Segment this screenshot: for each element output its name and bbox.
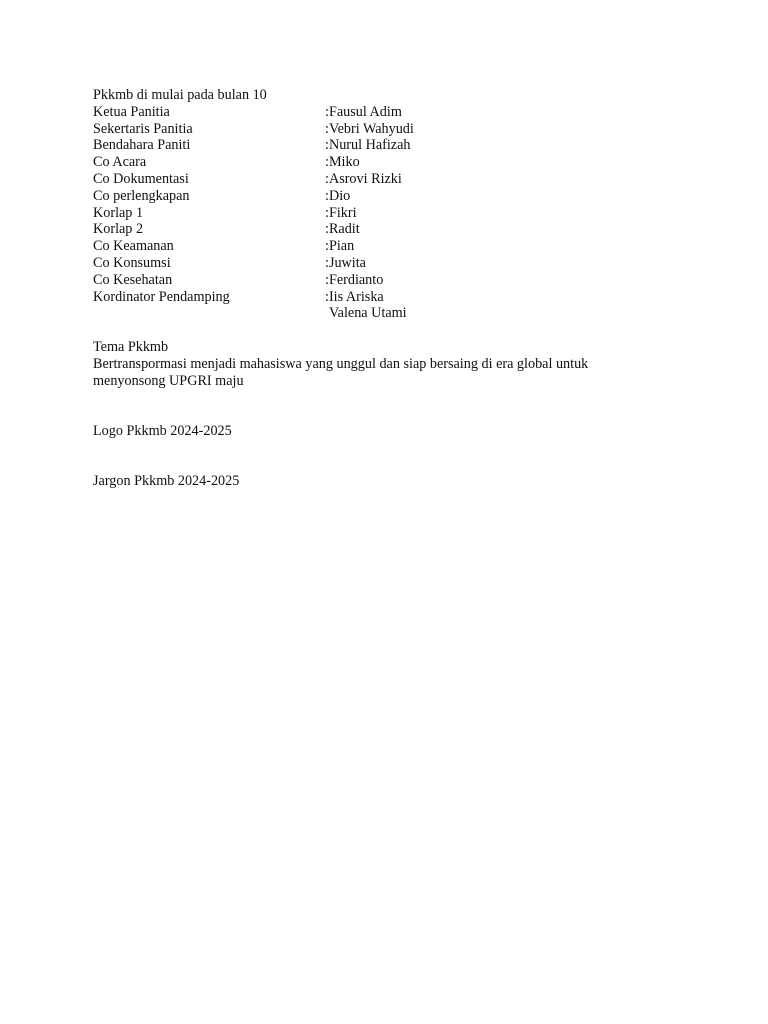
committee-role: Bendahara Paniti <box>93 137 191 154</box>
committee-role: Co Keamanan <box>93 238 174 255</box>
theme-text: Bertranspormasi menjadi mahasiswa yang unggul dan siap bersaing di era global untuk menyonsong UPGRI maju <box>93 355 589 389</box>
committee-role: Sekertaris Panitia <box>93 120 193 137</box>
committee-list <box>93 104 693 322</box>
committee-name: :Fikri <box>325 204 357 221</box>
committee-role: Co Kesehatan <box>93 271 173 288</box>
committee-role: Kordinator Pendamping <box>93 288 230 305</box>
committee-row <box>93 171 693 188</box>
committee-row <box>93 272 693 289</box>
committee-role: Ketua Panitia <box>93 103 170 120</box>
committee-row <box>93 154 693 171</box>
spacer <box>93 440 693 474</box>
committee-row <box>93 238 693 255</box>
committee-role: Co Dokumentasi <box>93 170 189 187</box>
theme-heading: Tema Pkkmb <box>93 338 169 355</box>
spacer <box>93 322 693 339</box>
committee-name: :Fausul Adim <box>325 103 402 120</box>
committee-role: Co perlengkapan <box>93 187 190 204</box>
committee-name: :Iis Ariska <box>325 288 384 305</box>
jargon-heading: Jargon Pkkmb 2024-2025 <box>93 473 240 490</box>
committee-role: Korlap 2 <box>93 221 144 238</box>
committee-name: :Nurul Hafizah <box>325 137 411 154</box>
committee-name: :Pian <box>325 238 355 255</box>
committee-row <box>93 137 693 154</box>
committee-row <box>93 121 693 138</box>
spacer <box>93 389 693 423</box>
committee-name: :Dio <box>325 187 351 204</box>
committee-row <box>93 221 693 238</box>
committee-name: :Ferdianto <box>325 271 384 288</box>
committee-name: :Miko <box>325 154 360 171</box>
committee-name: :Vebri Wahyudi <box>325 120 414 137</box>
committee-row <box>93 188 693 205</box>
intro-line: Pkkmb di mulai pada bulan 10 <box>93 87 267 103</box>
committee-role: Korlap 1 <box>93 204 144 221</box>
committee-row <box>93 289 693 306</box>
logo-heading: Logo Pkkmb 2024-2025 <box>93 422 232 439</box>
committee-row <box>93 255 693 272</box>
document-body <box>93 87 693 490</box>
committee-name-continuation: Valena Utami <box>329 305 407 322</box>
committee-row <box>93 104 693 121</box>
committee-role: Co Acara <box>93 154 147 171</box>
committee-name: :Radit <box>325 221 360 238</box>
committee-name: :Asrovi Rizki <box>325 170 402 187</box>
committee-row <box>93 205 693 222</box>
committee-role: Co Konsumsi <box>93 254 171 271</box>
committee-name: :Juwita <box>325 254 366 271</box>
